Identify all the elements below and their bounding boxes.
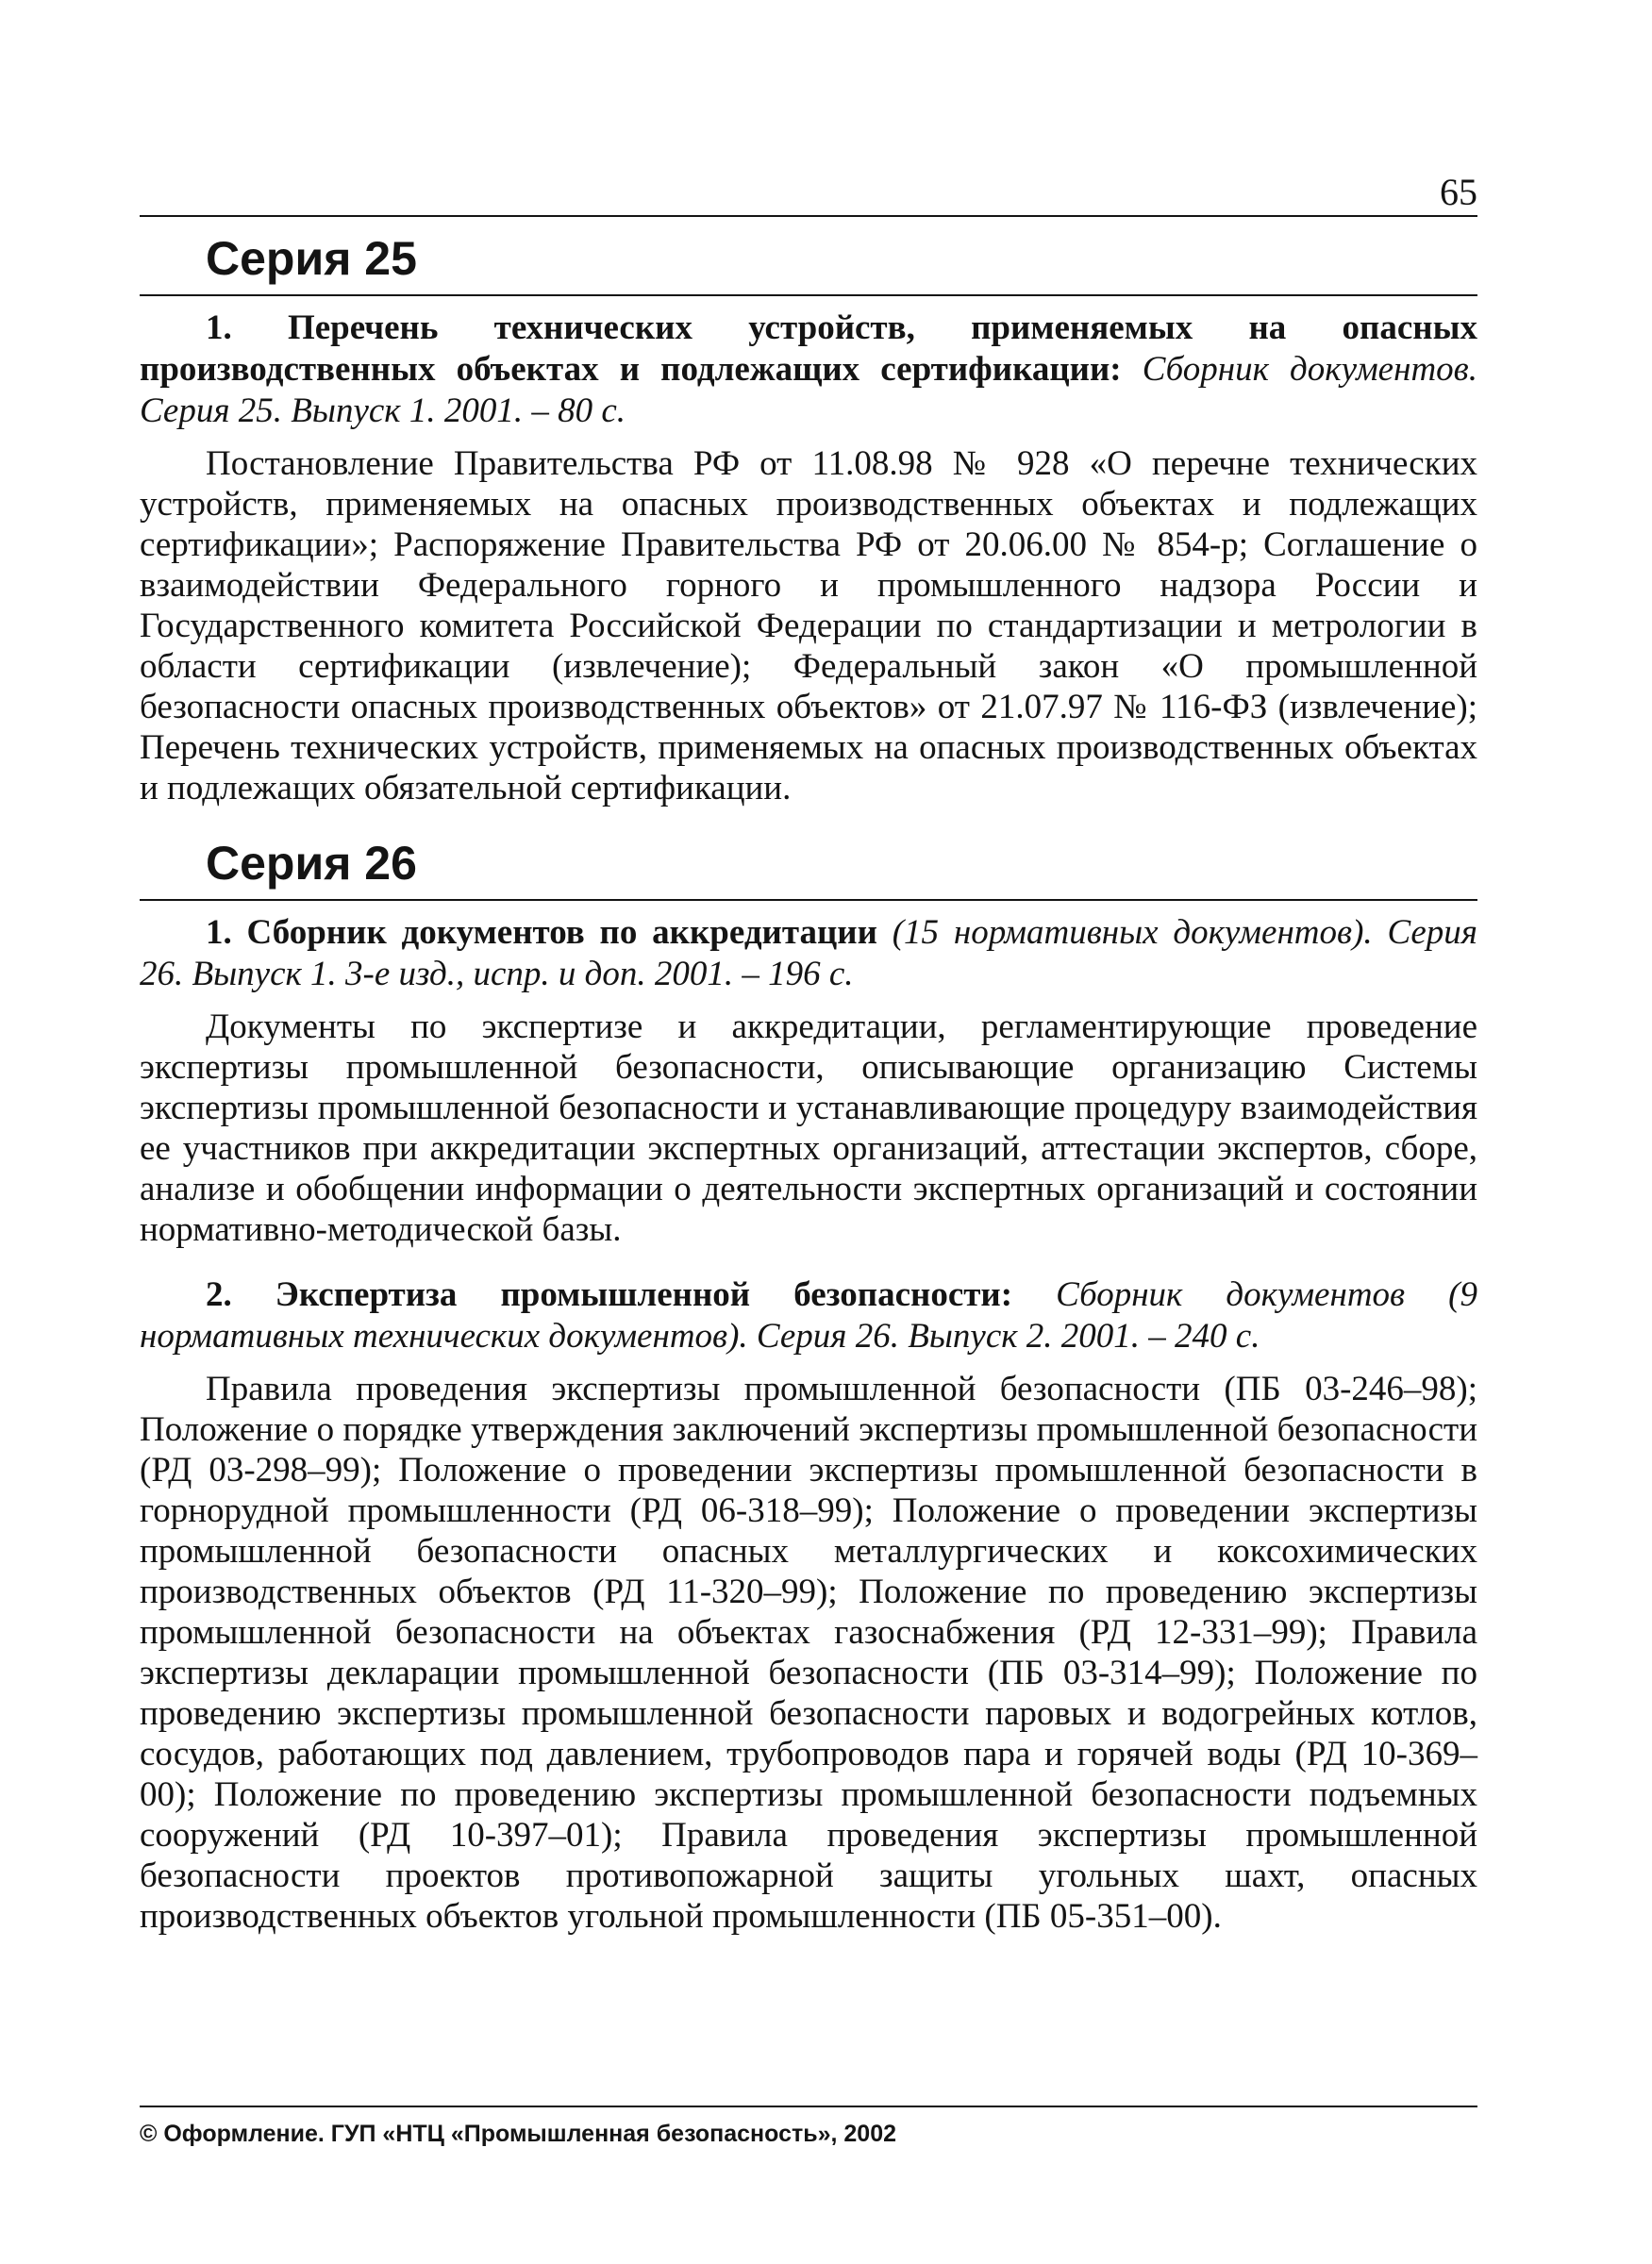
header-rule [140,215,1477,217]
page-content [140,170,1477,1937]
spacer [140,1250,1477,1274]
catalog-entry [140,308,1477,808]
entry-title-italic: Сборник документов. Серия 25. Выпуск 1. 2001. – 80 с. [140,350,1477,430]
section-heading: Серия 26 [206,837,417,890]
entry-title [140,308,1477,432]
section-series-26 [140,835,1477,1937]
entry-title-italic: Сборник документов (9 нормативных технических документов). Серия 26. Выпуск 2. 2001. – 240 с. [140,1275,1477,1356]
section-series-25 [140,230,1477,808]
catalog-entry [140,912,1477,1250]
entry-title-italic: (15 нормативных документов). Серия 26. Выпуск 1. 3-е изд., испр. и доп. 2001. – 196 с. [140,913,1477,993]
entry-description: Постановление Правительства РФ от 11.08.98 № 928 «О перечне технических устройств, применяемых на опасных производственных объектах и подлежащих сертификации»; Распоряжение Правительства РФ от 20.06.00 № 854-р; Соглашение о взаимодействии Федерального горного и промышленного надзора России и Государственного комитета Российской Федерации по стандартизации и метрологии в области сертификации (извлечение); Федеральный закон «О промышленной безопасности опасных производственных объектов» от 21.07.97 № 116-ФЗ (извлечение); Перечень технических устройств, применяемых на опасных производственных объектах и подлежащих обязательной сертификации. [140,444,1477,807]
entry-title-bold: 2. Экспертиза промышленной безопасности: [206,1275,1013,1314]
entry-title-bold: 1. Перечень технических устройств, применяемых на опасных производственных объектах и подлежащих сертификации: [140,308,1477,389]
entry-title [140,912,1477,995]
copyright-notice: © Оформление. ГУП «НТЦ «Промышленная безопасность», 2002 [140,2121,897,2147]
entry-title-bold: 1. Сборник документов по аккредитации [206,913,877,952]
section-rule [140,294,1477,296]
section-rule [140,899,1477,901]
entry-description: Правила проведения экспертизы промышленной безопасности (ПБ 03-246–98); Положение о порядке утверждения заключений экспертизы промышленной безопасности (РД 03-298–99); Положение о проведении экспертизы промышленной безопасности в горнорудной промышленности (РД 06-318–99); Положение о проведении экспертизы промышленной безопасности опасных металлургических и коксохимических производственных объектов (РД 11-320–99); Положение по проведению экспертизы промышленной безопасности на объектах газоснабжения (РД 12-331–99); Правила экспертизы декларации промышленной безопасности (ПБ 03-314–99); Положение по проведению экспертизы промышленной безопасности паровых и водогрейных котлов, сосудов, работающих под давлением, трубопроводов пара и горячей воды (РД 10-369–00); Положение по проведению экспертизы промышленной безопасности подъемных сооружений (РД 10-397–01); Правила проведения экспертизы промышленной безопасности проектов противопожарной защиты угольных шахт, опасных производственных объектов угольной промышленности (ПБ 05-351–00). [140,1370,1477,1936]
footer-rule [140,2106,1477,2107]
section-heading: Серия 25 [206,232,417,285]
entry-title [140,1274,1477,1357]
catalog-entry [140,1274,1477,1937]
page-number: 65 [1440,171,1477,213]
entry-description: Документы по экспертизе и аккредитации, регламентирующие проведение экспертизы промышленной безопасности, описывающие организацию Системы экспертизы промышленной безопасности и устанавливающие процедуру взаимодействия ее участников при аккредитации экспертных организаций, аттестации экспертов, сборе, анализе и обобщении информации о деятельности экспертных организаций и состоянии нормативно-методической базы. [140,1007,1477,1249]
spacer [140,808,1477,822]
page-footer [140,2106,1477,2149]
